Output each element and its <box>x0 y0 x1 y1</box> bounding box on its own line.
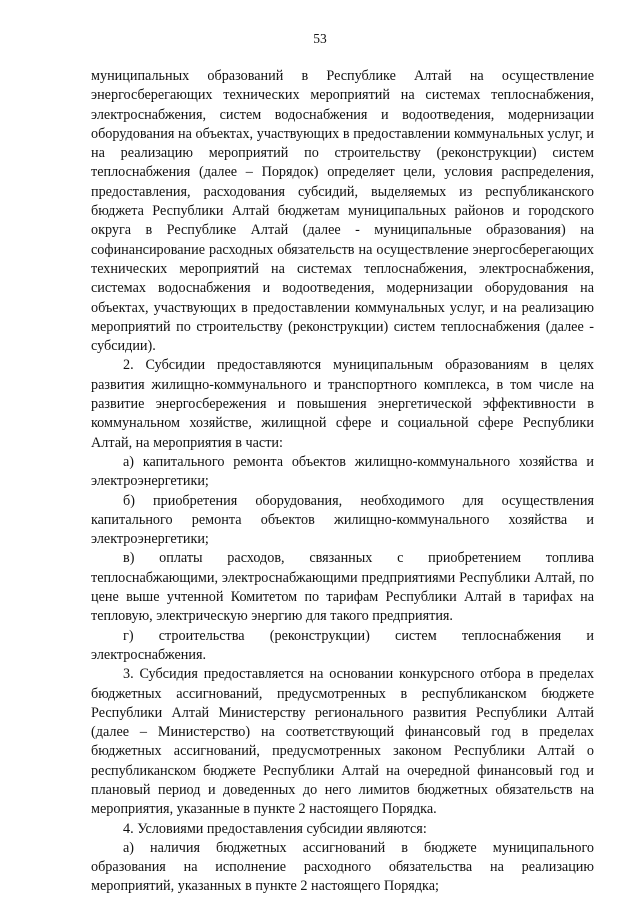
paragraph-item-2b: б) приобретения оборудования, необходимого для осуществления капитального ремонта объектов жилищно-коммунального хозяйства и электроэнергетики; <box>91 492 594 548</box>
document-body <box>91 67 594 897</box>
paragraph-item-2: 2. Субсидии предоставляются муниципальным образованиям в целях развития жилищно-коммунального и транспортного комплекса, в том числе на развитие энергосбережения и повышения энергетической эффективности в коммунальном хозяйстве, жилищной сфере и социальной сфере Республики Алтай, на мероприятия в части: <box>91 357 594 451</box>
paragraph-item-3: 3. Субсидия предоставляется на основании конкурсного отбора в пределах бюджетных ассигнований, предусмотренных в республиканском бюджете Республики Алтай Министерству регионального развития Республики Алтай (далее – Министерство) на соответствующий финансовый год в пределах бюджетных ассигнований, предусмотренных законом Республики Алтай о республиканском бюджете Республики Алтай на очередной финансовый год и плановый период и доведенных до него лимитов бюджетных обязательств на мероприятия, указанные в пункте 2 настоящего Порядка. <box>91 666 594 818</box>
paragraph-item-2a: а) капитального ремонта объектов жилищно-коммунального хозяйства и электроэнергетики; <box>91 453 594 490</box>
paragraph-item-4a: а) наличия бюджетных ассигнований в бюджете муниципального образования на исполнение расходного обязательства на реализацию мероприятий, указанных в пункте 2 настоящего Порядка; <box>91 839 594 895</box>
paragraph-intro: муниципальных образований в Республике Алтай на осуществление энергосберегающих технических мероприятий на системах теплоснабжения, электроснабжения, систем водоснабжения и водоотведения, модернизации оборудования на объектах, участвующих в предоставлении коммунальных услуг, и на реализацию мероприятий по строительству (реконструкции) систем теплоснабжения (далее – Порядок) определяет цели, условия распределения, предоставления, расходования субсидий, выделяемых из республиканского бюджета Республики Алтай бюджетам муниципальных районов и городского округа в Республике Алтай (далее - муниципальные образования) на софинансирование расходных обязательств на осуществление энергосберегающих технических мероприятий на системах теплоснабжения, электроснабжения, системах водоснабжения и водоотведения, модернизации оборудования на объектах, участвующих в предоставлении коммунальных услуг, и на реализацию мероприятий по строительству (реконструкции) систем теплоснабжения (далее - субсидии). <box>91 68 594 355</box>
paragraph-item-2v: в) оплаты расходов, связанных с приобретением топлива теплоснабжающими, электроснабжающими предприятиями Республики Алтай, по цене выше учтенной Комитетом по тарифам Республики Алтай в тарифах на тепловую, электрическую энергию для такого предприятия. <box>91 550 594 625</box>
paragraph-item-4: 4. Условиями предоставления субсидии являются: <box>123 820 427 837</box>
paragraph-item-2g: г) строительства (реконструкции) систем теплоснабжения и электроснабжения. <box>91 627 594 663</box>
page-number: 53 <box>313 31 327 46</box>
